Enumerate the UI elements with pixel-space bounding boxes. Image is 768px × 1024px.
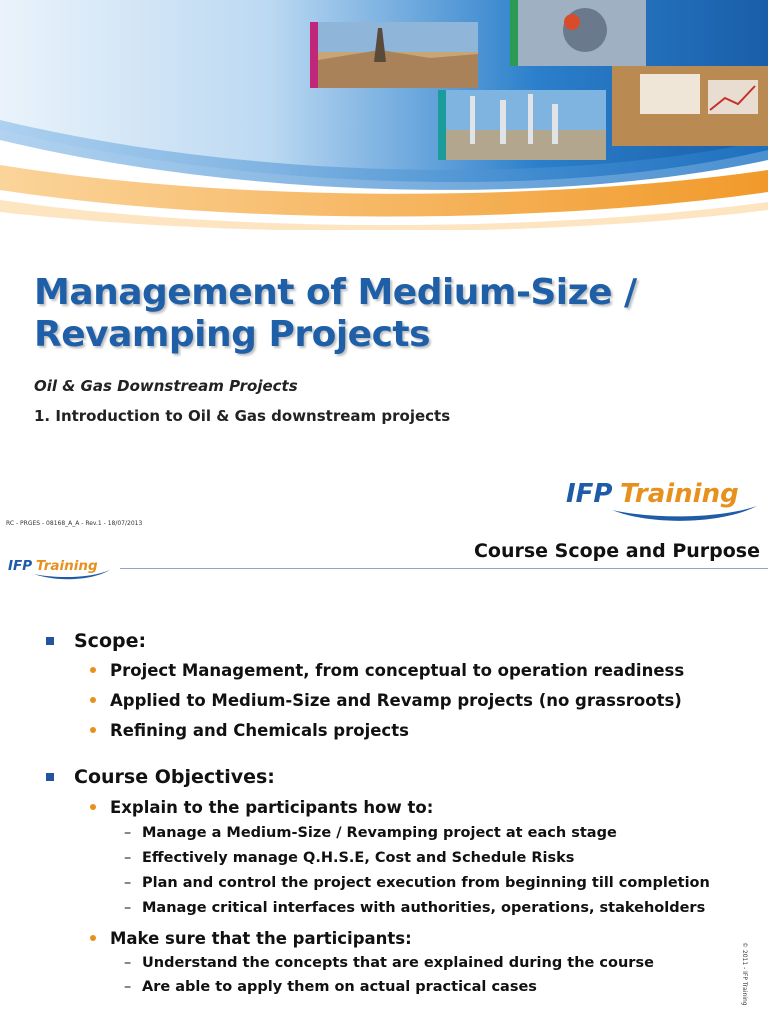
- logo-training: Training: [620, 479, 739, 509]
- header-banner: [0, 0, 768, 230]
- ifp-training-logo: [562, 476, 762, 526]
- title-line-2: Revamping Projects: [34, 314, 431, 355]
- module-title: 1. Introduction to Oil & Gas downstream projects: [34, 407, 451, 425]
- logo-ifp: IFP: [566, 479, 613, 509]
- title-line-1: Management of Medium-Size /: [34, 272, 637, 313]
- ifp-training-logo-small: [6, 550, 116, 584]
- presentation-subtitle: Oil & Gas Downstream Projects: [34, 377, 298, 395]
- copyright-notice: © 2011 - IFP Training: [741, 942, 748, 1006]
- round-bullet-icon: [90, 667, 96, 673]
- round-bullet-icon: [90, 727, 96, 733]
- square-bullet-icon: [46, 637, 54, 645]
- round-bullet-icon: [90, 697, 96, 703]
- document-reference: RC - PRGES - 08168_A_A - Rev.1 - 18/07/2013: [6, 520, 143, 527]
- logo-small-ifp: IFP: [8, 558, 33, 574]
- header-divider: [120, 568, 768, 569]
- slide-title: Course Scope and Purpose: [473, 540, 760, 562]
- presentation-title: [34, 272, 734, 356]
- content-slide: IFP Training Course Scope and Purpose Scope: Project Management, from conceptual to operation readiness Applied to Medium-Size and Revamp projects (no grassroots) Refining and Chemicals projects Course Objectives: Explain to the participants how to: – Manage a Medium-Size / Revamping project at each stage – Effectively manage Q.H.S.E, Cost and Schedule Risks – Plan and control the project execution from beginning till completion – Manage critical interfaces with authorities, operations, stakeholders Make sure that the participants: – Understand the concepts that are explained during the course – Are able to apply them on actual practical cases © 2011 - IFP Training: [0, 540, 768, 1024]
- logo-small-training: Training: [36, 558, 98, 574]
- square-bullet-icon: [46, 773, 54, 781]
- round-bullet-icon: [90, 935, 96, 941]
- round-bullet-icon: [90, 804, 96, 810]
